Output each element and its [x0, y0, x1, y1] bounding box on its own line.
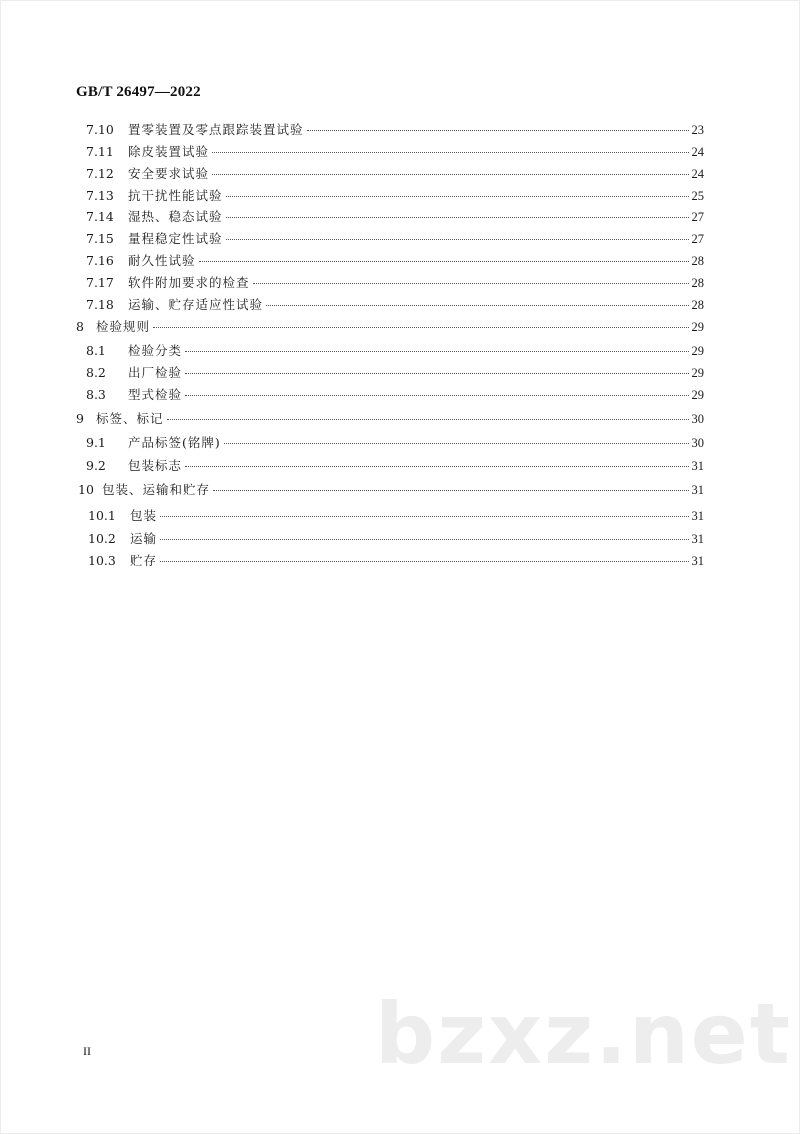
toc-entry-page: 29	[691, 388, 704, 402]
toc-entry[interactable]	[86, 435, 704, 451]
toc-dot-leader	[266, 305, 688, 306]
toc-entry-number: 7.14	[86, 209, 114, 224]
page-number: II	[83, 1044, 91, 1058]
toc-entry-page: 31	[691, 554, 704, 568]
toc-entry-number: 10	[78, 482, 94, 497]
toc-entry[interactable]	[86, 343, 704, 359]
toc-entry-number: 8	[76, 319, 84, 334]
toc-entry-title: 型式检验	[128, 387, 183, 402]
toc-dot-leader	[224, 443, 689, 444]
toc-entry-page: 24	[691, 145, 704, 159]
toc-entry-number: 8.2	[86, 365, 106, 380]
toc-entry-number: 7.11	[86, 144, 114, 159]
toc-entry-title: 检验规则	[96, 319, 151, 334]
toc-entry-title: 包装	[130, 508, 158, 523]
toc-entry-title: 量程稳定性试验	[128, 231, 223, 246]
toc-entry[interactable]	[86, 166, 704, 182]
toc-entry-title: 抗干扰性能试验	[128, 188, 223, 203]
toc-dot-leader	[226, 196, 689, 197]
toc-entry[interactable]	[86, 387, 704, 403]
toc-entry-number: 7.15	[86, 231, 114, 246]
toc-entry[interactable]	[86, 275, 704, 291]
toc-entry-title: 包装、运输和贮存	[102, 482, 211, 497]
toc-entry-title: 包装标志	[128, 458, 183, 473]
toc-entry-title: 运输、贮存适应性试验	[128, 297, 264, 312]
toc-entry-page: 27	[691, 210, 704, 224]
toc-entry-page: 25	[691, 189, 704, 203]
toc-entry-number: 9.2	[86, 458, 106, 473]
toc-entry[interactable]	[86, 231, 704, 247]
toc-entry-page: 31	[691, 532, 704, 546]
toc-entry-number: 7.10	[86, 122, 114, 137]
toc-entry-title: 贮存	[130, 553, 158, 568]
toc-entry-page: 31	[691, 509, 704, 523]
toc-entry-title: 耐久性试验	[128, 253, 196, 268]
toc-entry-page: 30	[691, 436, 704, 450]
toc-entry[interactable]	[86, 253, 704, 269]
toc-entry-page: 24	[691, 167, 704, 181]
toc-entry-number: 7.17	[86, 275, 114, 290]
toc-dot-leader	[185, 351, 688, 352]
toc-entry[interactable]	[76, 411, 704, 427]
toc-entry[interactable]	[86, 188, 704, 204]
toc-entry[interactable]	[76, 319, 704, 335]
toc-dot-leader	[212, 174, 688, 175]
toc-entry-number: 7.18	[86, 297, 114, 312]
toc-entry-title: 置零装置及零点跟踪装置试验	[128, 122, 304, 137]
toc-entry-number: 7.13	[86, 188, 114, 203]
toc-entry-title: 产品标签(铭牌)	[128, 435, 221, 450]
toc-dot-leader	[185, 395, 688, 396]
toc-entry[interactable]	[88, 531, 704, 547]
toc-entry-page: 28	[691, 298, 704, 312]
toc-dot-leader	[167, 419, 689, 420]
toc-dot-leader	[153, 327, 688, 328]
toc-entry-title: 运输	[130, 531, 158, 546]
toc-dot-leader	[160, 539, 688, 540]
toc-entry-page: 31	[691, 483, 704, 497]
toc-dot-leader	[212, 152, 688, 153]
toc-entry[interactable]	[86, 209, 704, 225]
toc-entry-number: 9.1	[86, 435, 106, 450]
toc-entry-number: 10.2	[88, 531, 116, 546]
toc-entry-page: 29	[691, 344, 704, 358]
toc-entry[interactable]	[78, 482, 704, 498]
toc-entry-number: 10.1	[88, 508, 116, 523]
toc-entry[interactable]	[86, 365, 704, 381]
toc-entry[interactable]	[88, 508, 704, 524]
toc-entry[interactable]	[86, 144, 704, 160]
toc-entry-number: 7.16	[86, 253, 114, 268]
toc-entry-page: 30	[691, 412, 704, 426]
toc-entry-number: 10.3	[88, 553, 116, 568]
toc-dot-leader	[160, 561, 688, 562]
toc-dot-leader	[185, 466, 688, 467]
toc-dot-leader	[199, 261, 689, 262]
toc-dot-leader	[253, 283, 689, 284]
toc-entry-page: 23	[691, 123, 704, 137]
toc-entry-title: 湿热、稳态试验	[128, 209, 223, 224]
standard-code-header: GB/T 26497—2022	[76, 84, 201, 100]
toc-entry-title: 检验分类	[128, 343, 183, 358]
toc-entry-page: 31	[691, 459, 704, 473]
toc-entry-page: 29	[691, 320, 704, 334]
toc-entry-number: 8.1	[86, 343, 106, 358]
toc-entry-title: 软件附加要求的检查	[128, 275, 250, 290]
toc-entry[interactable]	[88, 553, 704, 569]
toc-entry-page: 28	[691, 254, 704, 268]
toc-dot-leader	[160, 516, 688, 517]
toc-entry[interactable]	[86, 458, 704, 474]
toc-entry[interactable]	[86, 122, 704, 138]
toc-dot-leader	[213, 490, 688, 491]
toc-dot-leader	[307, 130, 689, 131]
watermark-logo: bzxz.net	[375, 985, 792, 1083]
toc-entry-title: 标签、标记	[96, 411, 164, 426]
toc-entry-title: 安全要求试验	[128, 166, 210, 181]
toc-dot-leader	[226, 239, 689, 240]
toc-entry-title: 除皮装置试验	[128, 144, 210, 159]
toc-entry[interactable]	[86, 297, 704, 313]
toc-entry-page: 28	[691, 276, 704, 290]
toc-entry-page: 27	[691, 232, 704, 246]
toc-entry-number: 8.3	[86, 387, 106, 402]
toc-entry-page: 29	[691, 366, 704, 380]
toc-entry-title: 出厂检验	[128, 365, 183, 380]
toc-entry-number: 9	[76, 411, 84, 426]
toc-dot-leader	[185, 373, 688, 374]
toc-dot-leader	[226, 217, 689, 218]
toc-entry-number: 7.12	[86, 166, 114, 181]
